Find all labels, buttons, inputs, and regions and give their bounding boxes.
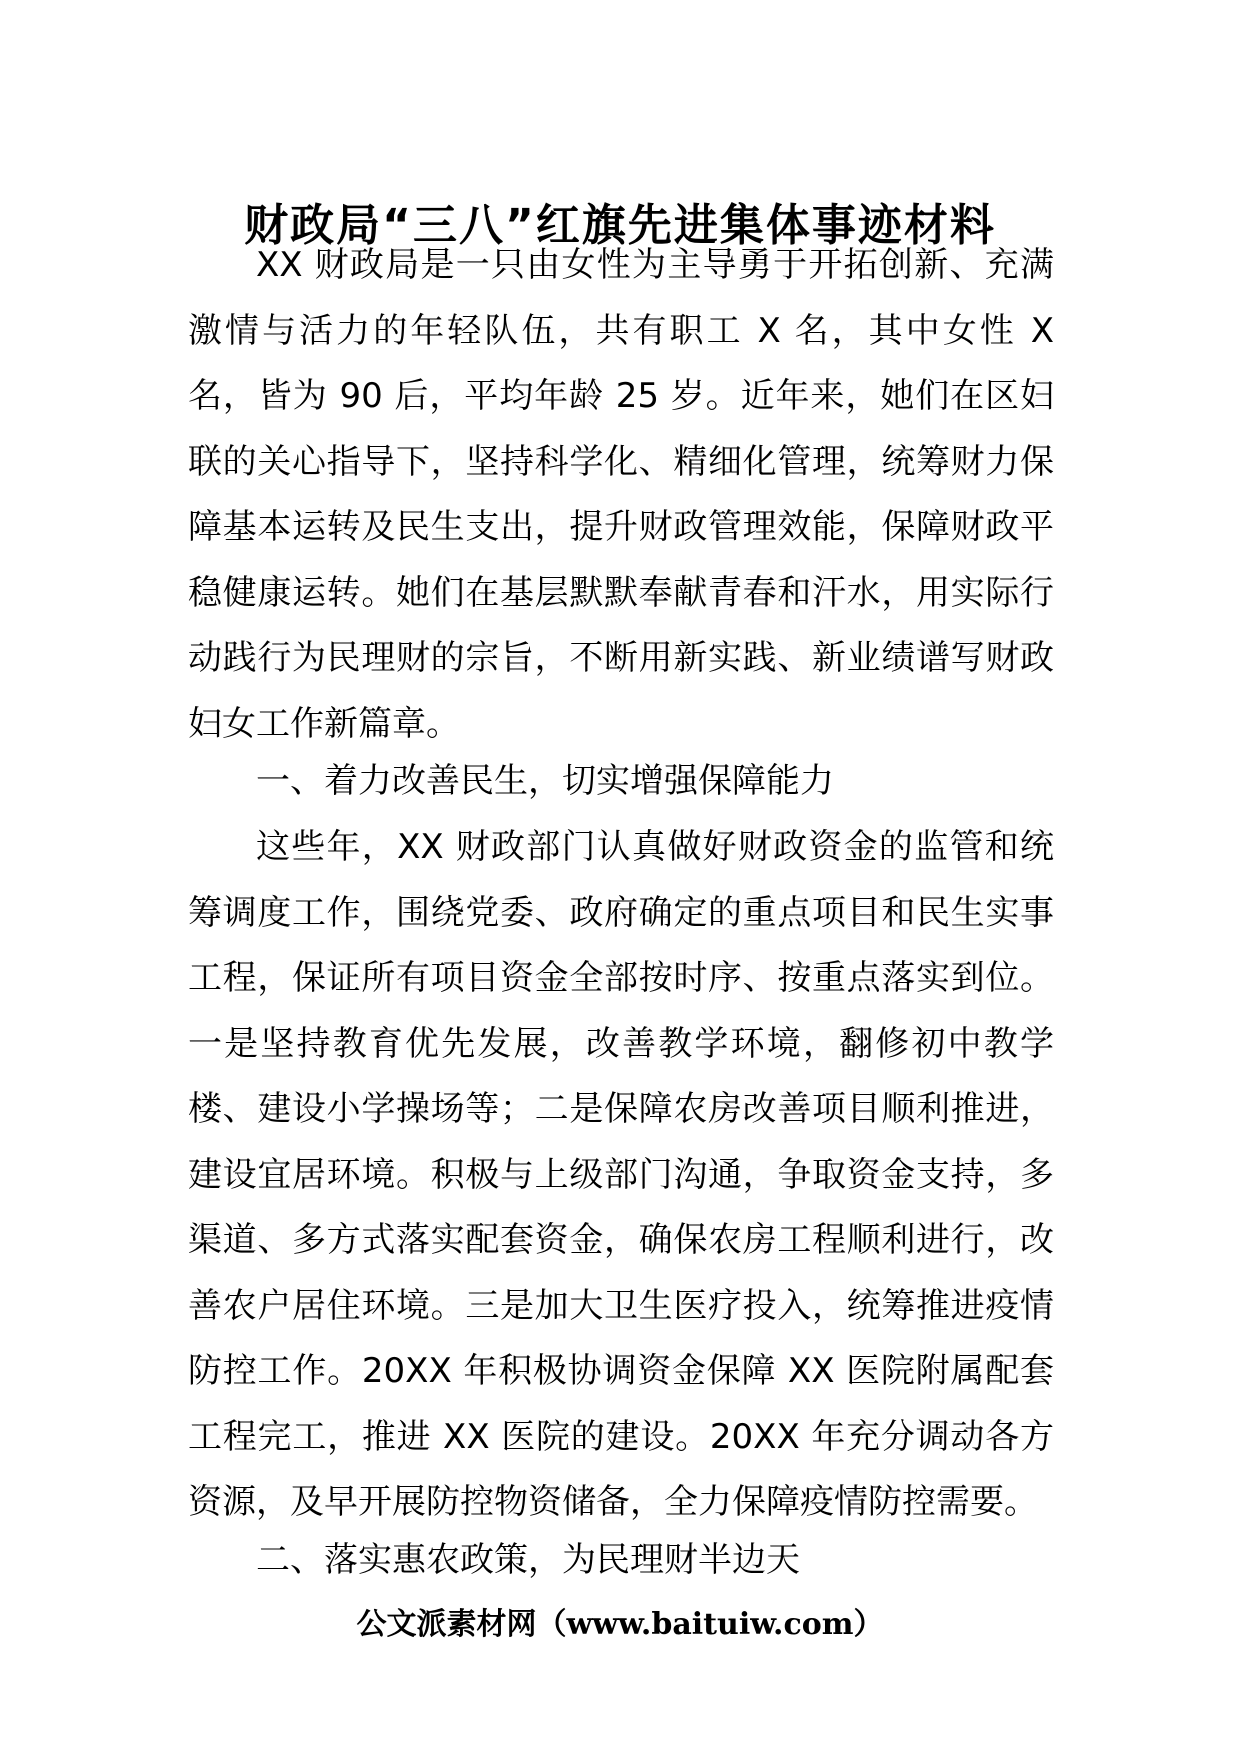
footer-watermark: 公文派素材网（www.baituiw.com） [356, 1607, 884, 1642]
section-heading-2: 二、落实惠农政策，为民理财半边天 [256, 1540, 800, 1580]
section-heading-1: 一、着力改善民生，切实增强保障能力 [256, 761, 834, 801]
body-paragraph-intro: XX 财政局是一只由女性为主导勇于开拓创新、充满激情与活力的年轻队伍，共有职工 X 名，其中女性 X 名，皆为 90 后，平均年龄 25 岁。近年来，她们在区妇联的关心指导下，坚持科学化、精细化管理，统筹财力保障基本运转及民生支出，提升财政管理效能，保障财政平稳健康运转。她们在基层默默奉献青春和汗水，用实际行动践行为民理财的宗旨，不断用新实践、新业绩谱写财政妇女工作新篇章。 [188, 245, 1054, 744]
document-title: 财政局“三八”红旗先进集体事迹材料 [244, 200, 996, 252]
body-paragraph-section-1: 这些年，XX 财政部门认真做好财政资金的监管和统筹调度工作，围绕党委、政府确定的重点项目和民生实事工程，保证所有项目资金全部按时序、按重点落实到位。一是坚持教育优先发展，改善教学环境，翻修初中教学楼、建设小学操场等；二是保障农房改善项目顺利推进，建设宜居环境。积极与上级部门沟通，争取资金支持，多渠道、多方式落实配套资金，确保农房工程顺利进行，改善农户居住环境。三是加大卫生医疗投入，统筹推进疫情防控工作。20XX 年积极协调资金保障 XX 医院附属配套工程完工，推进 XX 医院的建设。20XX 年充分调动各方资源，及早开展防控物资储备，全力保障疫情防控需要。 [188, 827, 1054, 1522]
